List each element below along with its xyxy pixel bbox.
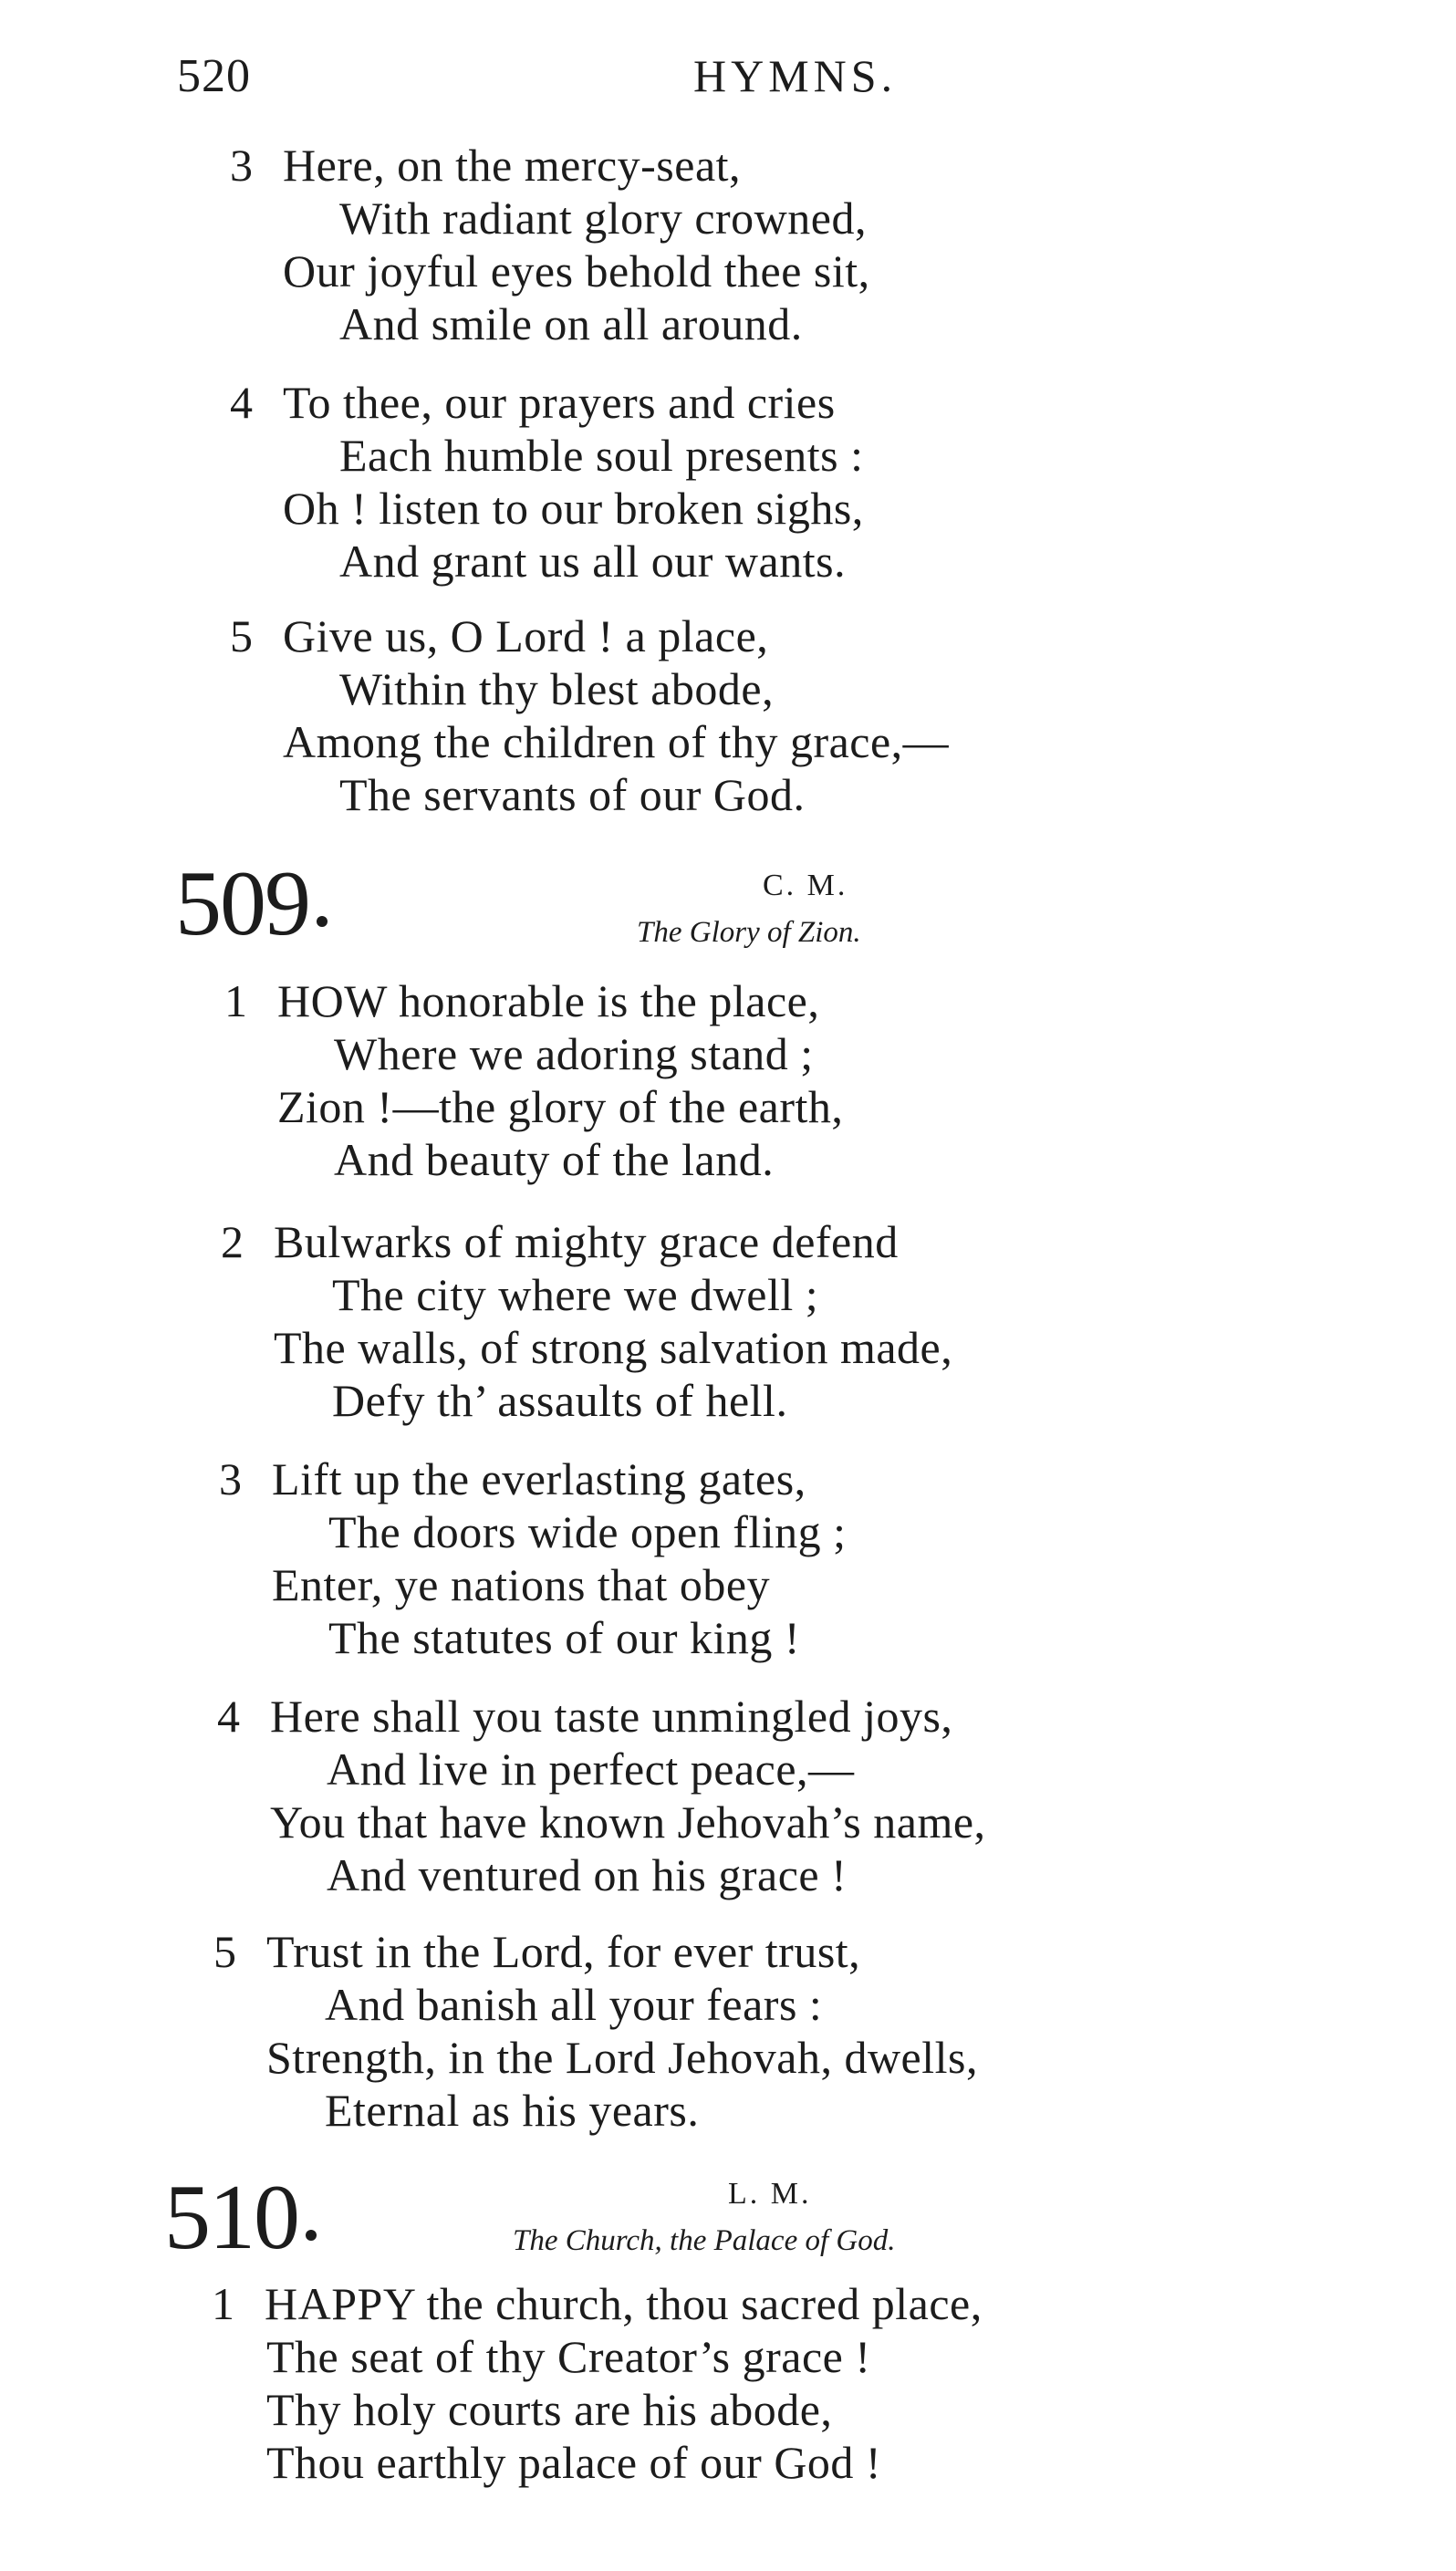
stanza-number: 1 xyxy=(212,2278,235,2329)
verse-line: Here shall you taste unmingled joys, xyxy=(270,1691,953,1742)
verse-line: Lift up the everlasting gates, xyxy=(272,1453,806,1504)
stanza-number: 2 xyxy=(221,1216,244,1267)
verse-line: Bulwarks of mighty grace defend xyxy=(274,1216,899,1267)
stanza-number: 1 xyxy=(224,975,248,1026)
verse-line: And banish all your fears : xyxy=(325,1979,823,2030)
stanza-number: 3 xyxy=(230,140,254,191)
stanza-number: 4 xyxy=(230,377,254,428)
verse-line: Defy th’ assaults of hell. xyxy=(332,1375,788,1426)
dot-glyph xyxy=(317,916,328,927)
stanza-number: 4 xyxy=(217,1691,241,1742)
verse-line: Among the children of thy grace,— xyxy=(283,716,950,767)
stanza-number: 5 xyxy=(230,610,254,661)
hymn-meter: C. M. xyxy=(763,869,848,902)
verse-line: And beauty of the land. xyxy=(334,1134,775,1185)
page-number: 520 xyxy=(177,50,251,102)
verse-line: And grant us all our wants. xyxy=(339,536,847,587)
stanza-number: 5 xyxy=(213,1926,237,1977)
verse-line: The city where we dwell ; xyxy=(332,1269,819,1320)
dot-glyph xyxy=(306,2230,317,2241)
verse-line: Strength, in the Lord Jehovah, dwells, xyxy=(266,2032,978,2083)
verse-line: The doors wide open fling ; xyxy=(328,1506,847,1557)
verse-line: Each humble soul presents : xyxy=(339,430,864,481)
page-header xyxy=(0,36,1456,109)
verse-line: Thy holy courts are his abode, xyxy=(266,2384,833,2435)
verse-line: Trust in the Lord, for ever trust, xyxy=(266,1926,861,1977)
verse-line: You that have known Jehovah’s name, xyxy=(270,1796,986,1848)
verse-line: The walls, of strong salvation made, xyxy=(274,1322,953,1373)
verse-line: And live in perfect peace,— xyxy=(327,1743,855,1795)
verse-line: And ventured on his grace ! xyxy=(327,1849,848,1900)
verse-line: Within thy blest abode, xyxy=(339,663,775,714)
hymn-title: The Glory of Zion. xyxy=(637,916,861,949)
verse-line: Give us, O Lord ! a place, xyxy=(283,610,769,661)
verse-line: The servants of our God. xyxy=(339,769,806,820)
verse-line: Where we adoring stand ; xyxy=(334,1028,814,1079)
verse-line: And smile on all around. xyxy=(339,298,803,349)
verse-line: HOW honorable is the place, xyxy=(277,975,820,1026)
verse-line: The statutes of our king ! xyxy=(328,1612,801,1663)
verse-line: The seat of thy Creator’s grace ! xyxy=(266,2331,871,2382)
hymn-title: The Church, the Palace of God. xyxy=(513,2224,896,2257)
verse-line: Zion !—the glory of the earth, xyxy=(277,1081,844,1132)
running-title: HYMNS. xyxy=(693,50,898,101)
hymn-number: 509 xyxy=(175,858,328,951)
hymn-meter: L. M. xyxy=(728,2177,812,2211)
verse-line: With radiant glory crowned, xyxy=(339,193,867,244)
verse-line: Thou earthly palace of our God ! xyxy=(266,2437,882,2488)
verse-line: Oh ! listen to our broken sighs, xyxy=(283,483,864,534)
verse-line: Enter, ye nations that obey xyxy=(272,1559,771,1610)
verse-line: Eternal as his years. xyxy=(325,2085,700,2136)
stanza-number: 3 xyxy=(219,1453,243,1504)
verse-line: HAPPY the church, thou sacred place, xyxy=(265,2278,983,2329)
verse-line: To thee, our prayers and cries xyxy=(283,377,836,428)
verse-line: Our joyful eyes behold thee sit, xyxy=(283,245,870,297)
verse-line: Here, on the mercy-seat, xyxy=(283,140,742,191)
hymn-number: 510 xyxy=(164,2171,317,2264)
